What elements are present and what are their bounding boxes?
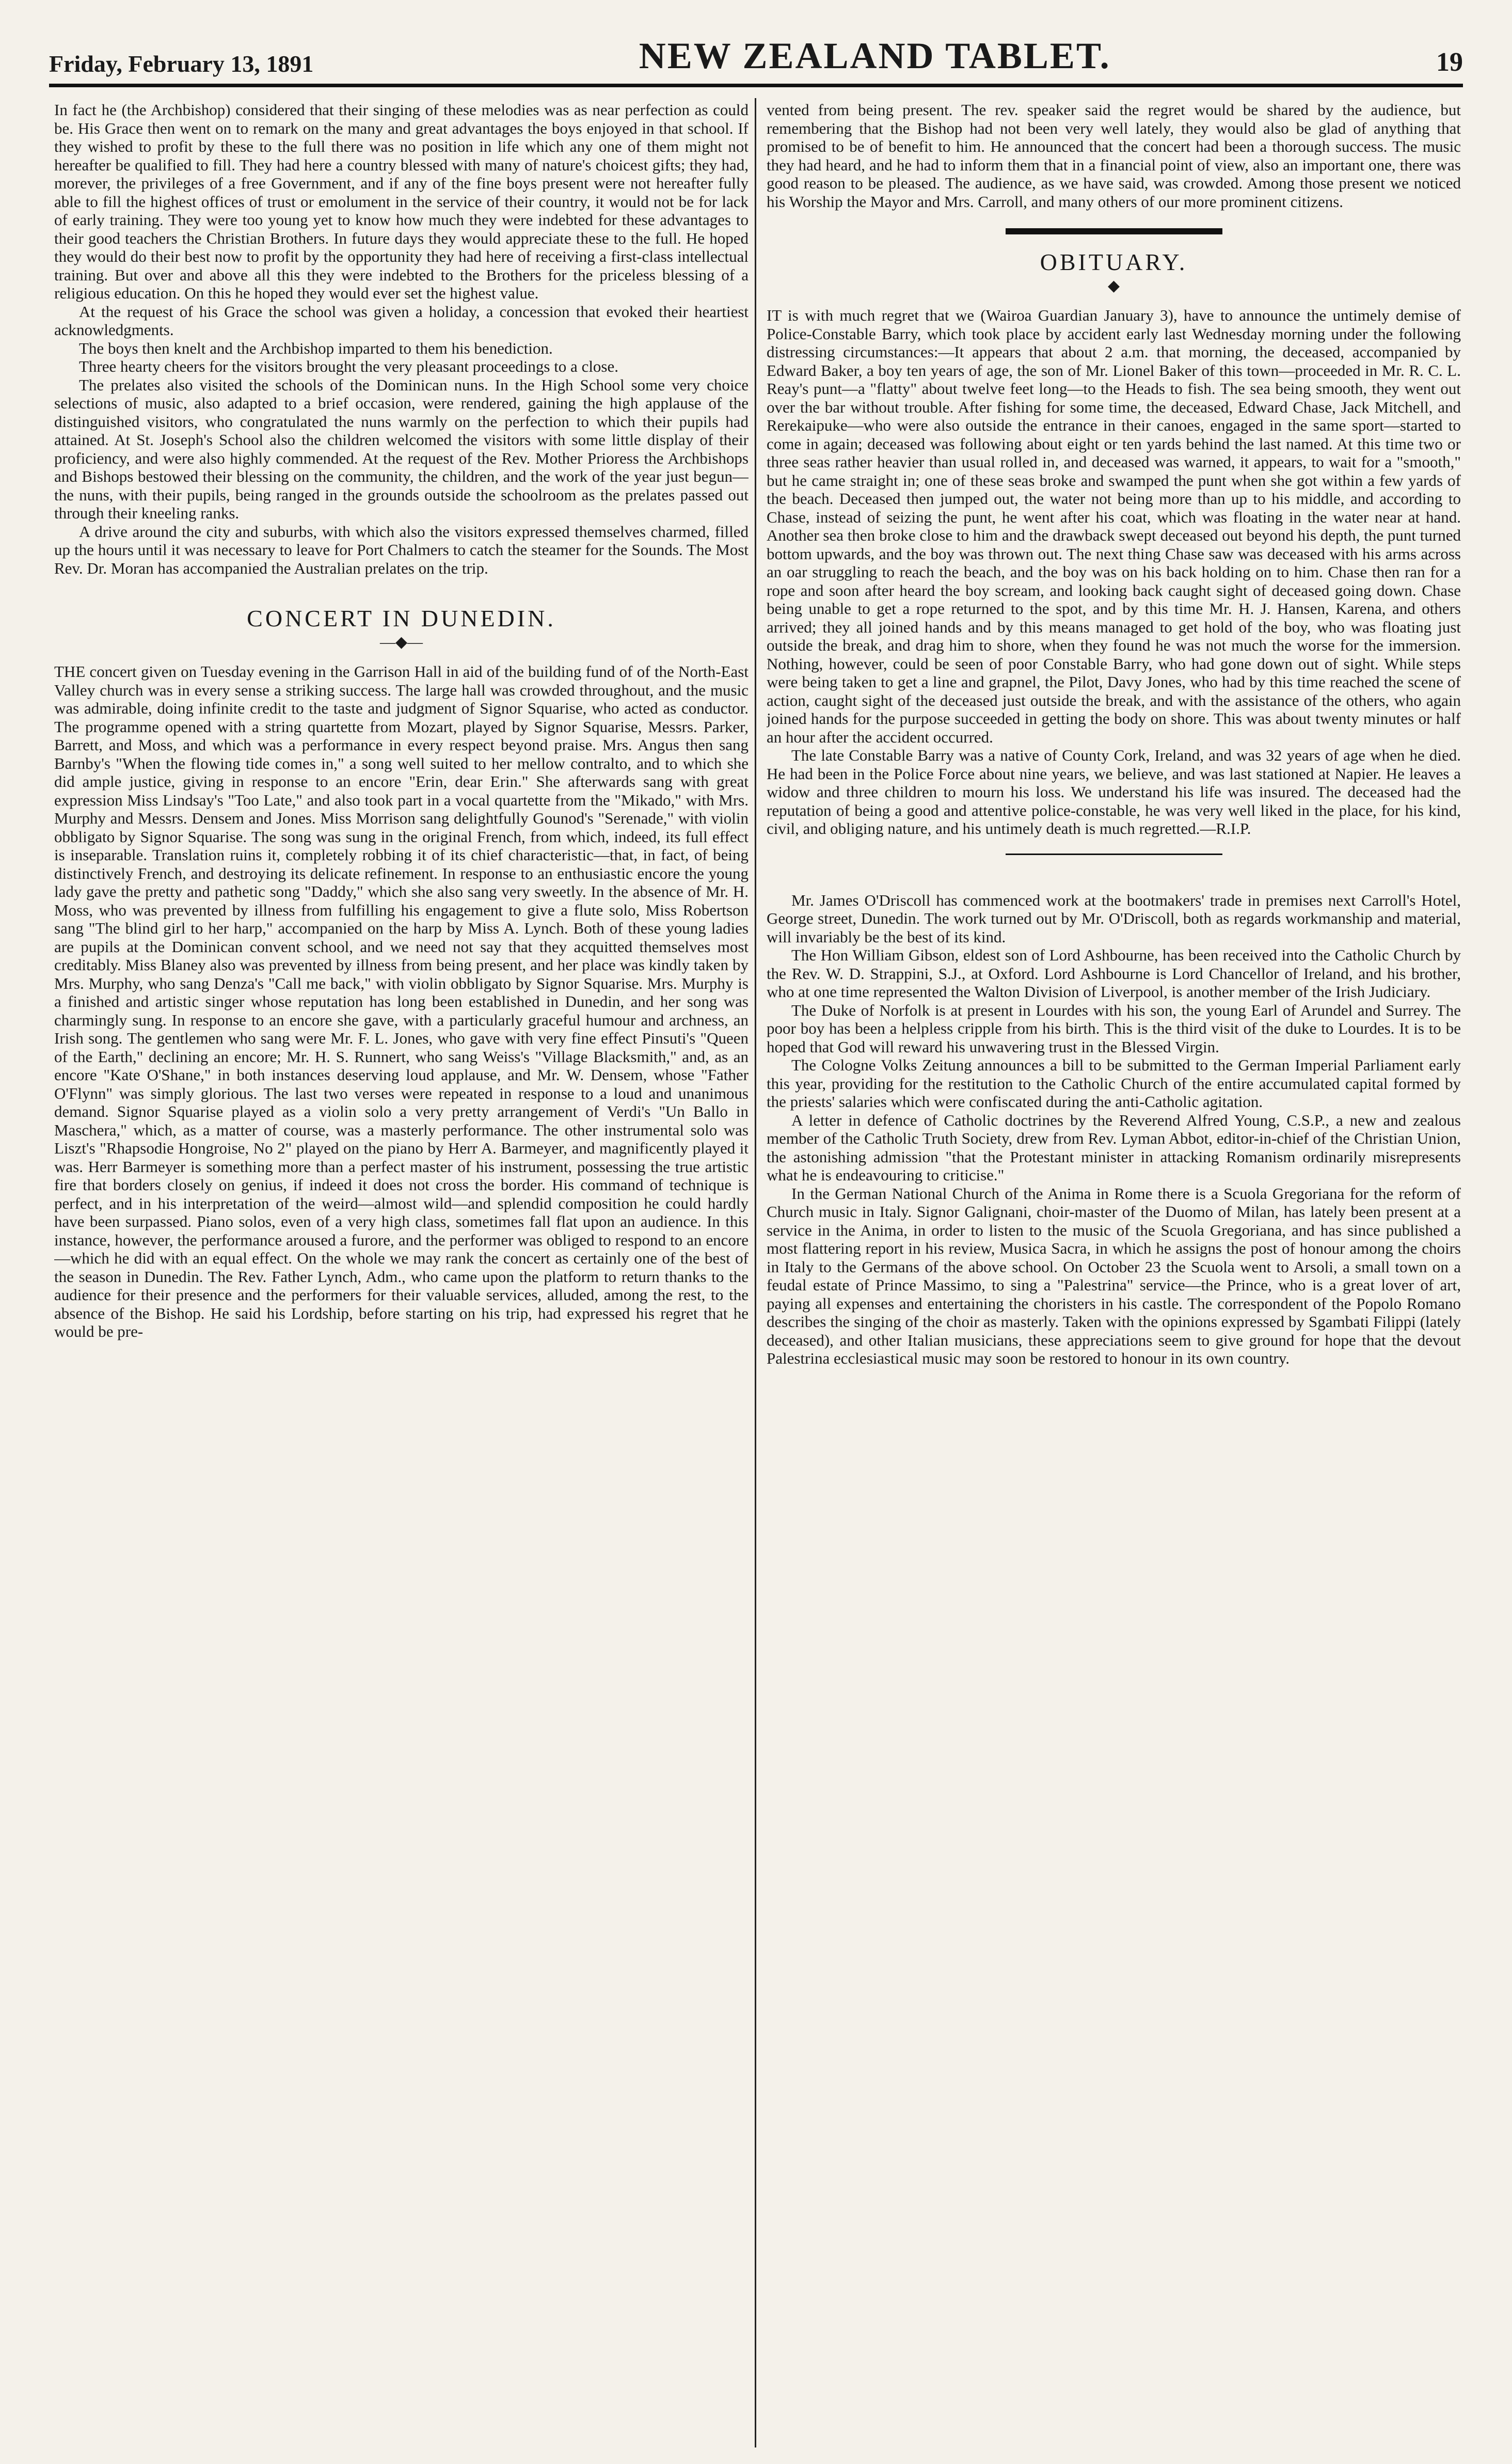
article-paragraph: A drive around the city and suburbs, with which also the visitors expressed themselves charmed, filled up the hours until it was necessary to leave for Port Chalmers to catch the steamer for the Sounds. The Most Rev. Dr. Moran has accompanied the Australian prelates on the trip. <box>54 522 749 577</box>
issue-date: Friday, February 13, 1891 <box>49 51 314 77</box>
article-paragraph: The prelates also visited the schools of the Dominican nuns. In the High School some very choice selections of music, also adapted to a brief occasion, were rendered, gaining the high applause of the distinguished visitors, who congratulated the nuns warmly on the perfection to which their pupils had attained. At St. Joseph's School also the children welcomed the visitors with some little display of their proficiency, and were also highly commended. At the request of the Rev. Mother Prioress the Archbishops and Bishops bestowed their blessing on the community, the children, and the work of the year just begun—the nuns, with their pupils, being ranged in the grounds outside the schoolroom as the prelates passed out through their kneeling ranks. <box>54 375 749 522</box>
obituary-heading: OBITUARY. <box>1040 249 1188 275</box>
page-number: 19 <box>1436 48 1463 77</box>
obituary-paragraph: IT is with much regret that we (Wairoa Guardian January 3), have to announce the untimely demise of Police-Constable Barry, which took place by accident early last Wednesday morning under the following distressing circumstances:—It appears that about 2 a.m. that morning, the deceased, accompanied by Edward Baker, a boy ten years of age, the son of Mr. Lionel Baker of this town—proceeded in Mr. R. C. L. Reay's punt—a "flatty" about twelve feet long—to the Heads to fish. The sea being smooth, they went out over the bar without trouble. After fishing for some time, the deceased, Edward Chase, Jack Mitchell, and Rerekaipuke—who were also outside the entrance in their canoes, engaged in the same sport—started to come in again; deceased was following about eight or ten yards behind the last named. At this time two or three seas rather heavier than usual rolled in, and deceased was warned, it appears, to wait for a "smooth," but he came straight in; one of these seas broke and swamped the punt when she got within a few yards of the beach. Deceased then jumped out, the water not being more than up to his middle, and according to Chase, instead of seizing the punt, he went after his coat, which was floating in the water near at hand. Another sea then broke close to him and the drawback swept deceased out beyond his depth, the punt turned bottom upwards, and the boy was thrown out. The next thing Chase saw was deceased with his arms across an oar struggling to reach the beach, and the boy was on his back holding on to him. Chase then ran for a rope and soon after heard the boy scream, and looking back caught sight of deceased going down. Chase being unable to get a rope returned to the spot, and by this time Mr. H. J. Hansen, Karena, and others arrived; they all joined hands and by this means managed to get hold of the boy, who was floating just outside the break, and drag him to shore, when they found he was not much the worse for the immersion. Nothing, however, could be seen of poor Constable Barry, who had gone down out of sight. While steps were being taken to get a line and grapnel, the Pilot, Davy Jones, who had by this time reached the scene of action, caught sight of the deceased just outside the break, and with the assistance of the others, who again joined hands for the purpose succeeded in getting the body on shore. This was about twenty minutes or half an hour after the accident occurred. <box>767 306 1461 746</box>
concert-heading: CONCERT IN DUNEDIN. <box>247 605 556 631</box>
news-paragraph: The Hon William Gibson, eldest son of Lord Ashbourne, has been received into the Catholic Church by the Rev. W. D. Strappini, S.J., at Oxford. Lord Ashbourne is Lord Chancellor of Ireland, and his brother, who at one time represented the Walton Division of Liverpool, is another member of the Irish Judiciary. <box>767 946 1461 1001</box>
article-paragraph: At the request of his Grace the school was given a holiday, a concession that evoked their heartiest acknowledgments. <box>54 302 749 339</box>
section-rule <box>1006 228 1222 234</box>
obituary-ornament: ◆ <box>1107 277 1120 294</box>
column-divider <box>755 98 756 2447</box>
concert-continued-paragraph: vented from being present. The rev. speaker said the regret would be shared by the audience, but remembering that the Bishop had not been very well lately, they would also be glad of anything that promised to be of benefit to him. He announced that the concert had been a thorough success. The music they had heard, and he had to inform them that in a financial point of view, also an important one, there was good reason to be pleased. The audience, as we have said, was crowded. Among those present we noticed his Worship the Mayor and Mrs. Carroll, and many others of our more prominent citizens. <box>767 101 1461 211</box>
concert-paragraph: THE concert given on Tuesday evening in the Garrison Hall in aid of the building fund of of the North-East Valley church was in every sense a striking success. The large hall was crowded throughout, and the music was admirable, doing infinite credit to the taste and judgment of Signor Squarise, who acted as conductor. The programme opened with a string quartette from Mozart, played by Signor Squarise, Messrs. Parker, Barrett, and Moss, and which was a performance in every respect beyond praise. Mrs. Angus then sang Barnby's "When the flowing tide comes in," a song well suited to her mellow contralto, and to which she did ample justice, giving in response to an encore "Erin, dear Erin." She afterwards sang with great expression Miss Lindsay's "Too Late," and also took part in a vocal quartette from the "Mikado," with Mrs. Murphy and Messrs. Densem and Jones. Miss Morrison sang delightfully Gounod's "Serenade," with violin obbligato by Signor Squarise. The song was sung in the original French, from which, indeed, its full effect is inseparable. Translation ruins it, completely robbing it of its chief characteristic—that, in fact, of being distinctively French, and destroying its delicate refinement. In response to an enthusiastic encore the young lady gave the pretty and pathetic song "Daddy," which she also sang very sweetly. In the absence of Mr. H. Moss, who was prevented by illness from fulfilling his engagement to give a flute solo, Miss Robertson sang "The blind girl to her harp," accompanied on the harp by Miss A. Lynch. Both of these young ladies are pupils at the Dominican convent school, and we need not say that they acquitted themselves most creditably. Miss Blaney also was prevented by illness from being present, and her place was kindly taken by Mrs. Murphy, who sang Denza's "Call me back," with violin obbligato by Signor Squarise. Mrs. Murphy is a finished and artistic singer whose reputation has long been established in Dunedin, and her song was charmingly sung. In response to an encore she gave, with a particularly graceful humour and archness, an Irish song. The gentlemen who sang were Mr. F. L. Jones, who gave with very fine effect Pinsuti's "Queen of the Earth," declining an encore; Mr. H. S. Runnert, who sang Weiss's "Village Blacksmith," and, as an encore "Kate O'Shane," in both instances deserving loud applause, and Mr. W. Densem, whose "Father O'Flynn" was simply glorious. The last two verses were repeated in response to a loud and unanimous demand. Signor Squarise played as a violin solo a very pretty arrangement of Verdi's "Un Ballo in Maschera," which, as a matter of course, was a masterly performance. The other instrumental solo was Liszt's "Rhapsodie Hongroise, No 2" played on the piano by Herr A. Barmeyer, and magnificently played it was. Herr Barmeyer is something more than a perfect master of his instrument, possessing the true artistic fire that borders closely on genius, if indeed it does not cross the border. His command of technique is perfect, and in his interpretation of the weird—almost wild—and splendid composition he could hardly have been surpassed. Piano solos, even of a very high class, sometimes fall flat upon an audience. In this instance, however, the performance aroused a furore, and the performer was obliged to respond to an encore—which he did with an equal effect. On the whole we may rank the concert as certainly one of the best of the season in Dunedin. The Rev. Father Lynch, Adm., who came upon the platform to return thanks to the audience for their presence and the performers for their valuable services, alluded, among the rest, to the absence of the Bishop. He said his Lordship, before starting on his trip, had expressed his regret that he would be pre- <box>54 662 749 1340</box>
spacer <box>767 871 1461 891</box>
masthead-rule <box>49 84 1463 87</box>
right-column <box>767 101 1461 2445</box>
news-paragraph: Mr. James O'Driscoll has commenced work at the bootmakers' trade in premises next Carroll's Hotel, George street, Dunedin. The work turned out by Mr. O'Driscoll, both as regards workmanship and material, will invariably be the best of its kind. <box>767 891 1461 946</box>
section-rule <box>1006 854 1222 855</box>
news-paragraph: In the German National Church of the Anima in Rome there is a Scuola Gregoriana for the reform of Church music in Italy. Signor Galignani, choir-master of the Duomo of Milan, has lately been present at a service in the Anima, in order to listen to the music of the Scuola Gregoriana, and has since published a most flattering report in his review, Musica Sacra, in which he assigns the post of honour among the choirs in Italy to the Germans of the above school. On October 23 the Scuola went to Arsoli, a small town on a feudal estate of Prince Massimo, to sing a "Palestrina" service—the Prince, who is a great lover of art, paying all expenses and entertaining the choristers in his castle. The correspondent of the Popolo Romano describes the singing of the choir as masterly. Taken with the opinions expressed by Sgambati Filippi (lately deceased), and other Italian musicians, these appreciations seem to give ground for hope that the devout Palestrina ecclesiastical music may soon be restored to honour in its own country. <box>767 1184 1461 1367</box>
masthead <box>49 36 1463 77</box>
article-paragraph: In fact he (the Archbishop) considered that their singing of these melodies was as near perfection as could be. His Grace then went on to remark on the many and great advantages the boys enjoyed in that school. If they wished to profit by these to the full there was no position in life which any one of them might not hereafter be qualified to fill. They had here a country blessed with many of nature's choicest gifts; they had, morever, the privileges of a free Government, and if any of the fine boys present were not hereafter fully able to fill the highest offices of trust or emolument in the service of their country, it would not be for lack of early training. They were too young yet to know how much they were indebted for these advantages to their good teachers the Christian Brothers. In future days they would appreciate these to the full. He hoped they would do their best now to profit by the opportunity they had here of receiving a first-class intellectual training. But over and above all this they were indebted to the Brothers for the priceless blessing of a religious education. On this he hoped they would ever set the highest value. <box>54 101 749 302</box>
obituary-paragraph: The late Constable Barry was a native of County Cork, Ireland, and was 32 years of age when he died. He had been in the Police Force about nine years, we believe, and was last stationed at Napier. He leaves a widow and three children to mourn his loss. We understand his life was insured. The deceased had the reputation of being a good and attentive police-constable, he was very well liked in the place, for his kind, civil, and obliging nature, and his untimely death is much regretted.—R.I.P. <box>767 746 1461 838</box>
news-paragraph: The Cologne Volks Zeitung announces a bill to be submitted to the German Imperial Parliament early this year, providing for the restitution to the Catholic Church of the entire accumulated capital formed by the priests' salaries which were confiscated during the anti-Catholic agitation. <box>767 1056 1461 1111</box>
newspaper-title: NEW ZEALAND TABLET. <box>639 35 1111 76</box>
news-paragraph: The Duke of Norfolk is at present in Lourdes with his son, the young Earl of Arundel and Surrey. The poor boy has been a helpless cripple from his birth. This is the third visit of the duke to Lourdes. It is to be hoped that God will reward his unwavering trust in the Blessed Virgin. <box>767 1001 1461 1056</box>
news-paragraph: A letter in defence of Catholic doctrines by the Reverend Alfred Young, C.S.P., a new and zealous member of the Catholic Truth Society, drew from Rev. Lyman Abbot, editor-in-chief of the Christian Union, the astonishing admission "that the Protestant minister in attacking Romanism ordinarily misrepresents what he is endeavouring to criticise." <box>767 1111 1461 1184</box>
section-ornament: —◆— <box>379 633 423 651</box>
article-paragraph: Three hearty cheers for the visitors brought the very pleasant proceedings to a close. <box>79 357 619 375</box>
article-paragraph: The boys then knelt and the Archbishop imparted to them his benediction. <box>79 339 553 357</box>
left-column <box>54 101 749 2445</box>
